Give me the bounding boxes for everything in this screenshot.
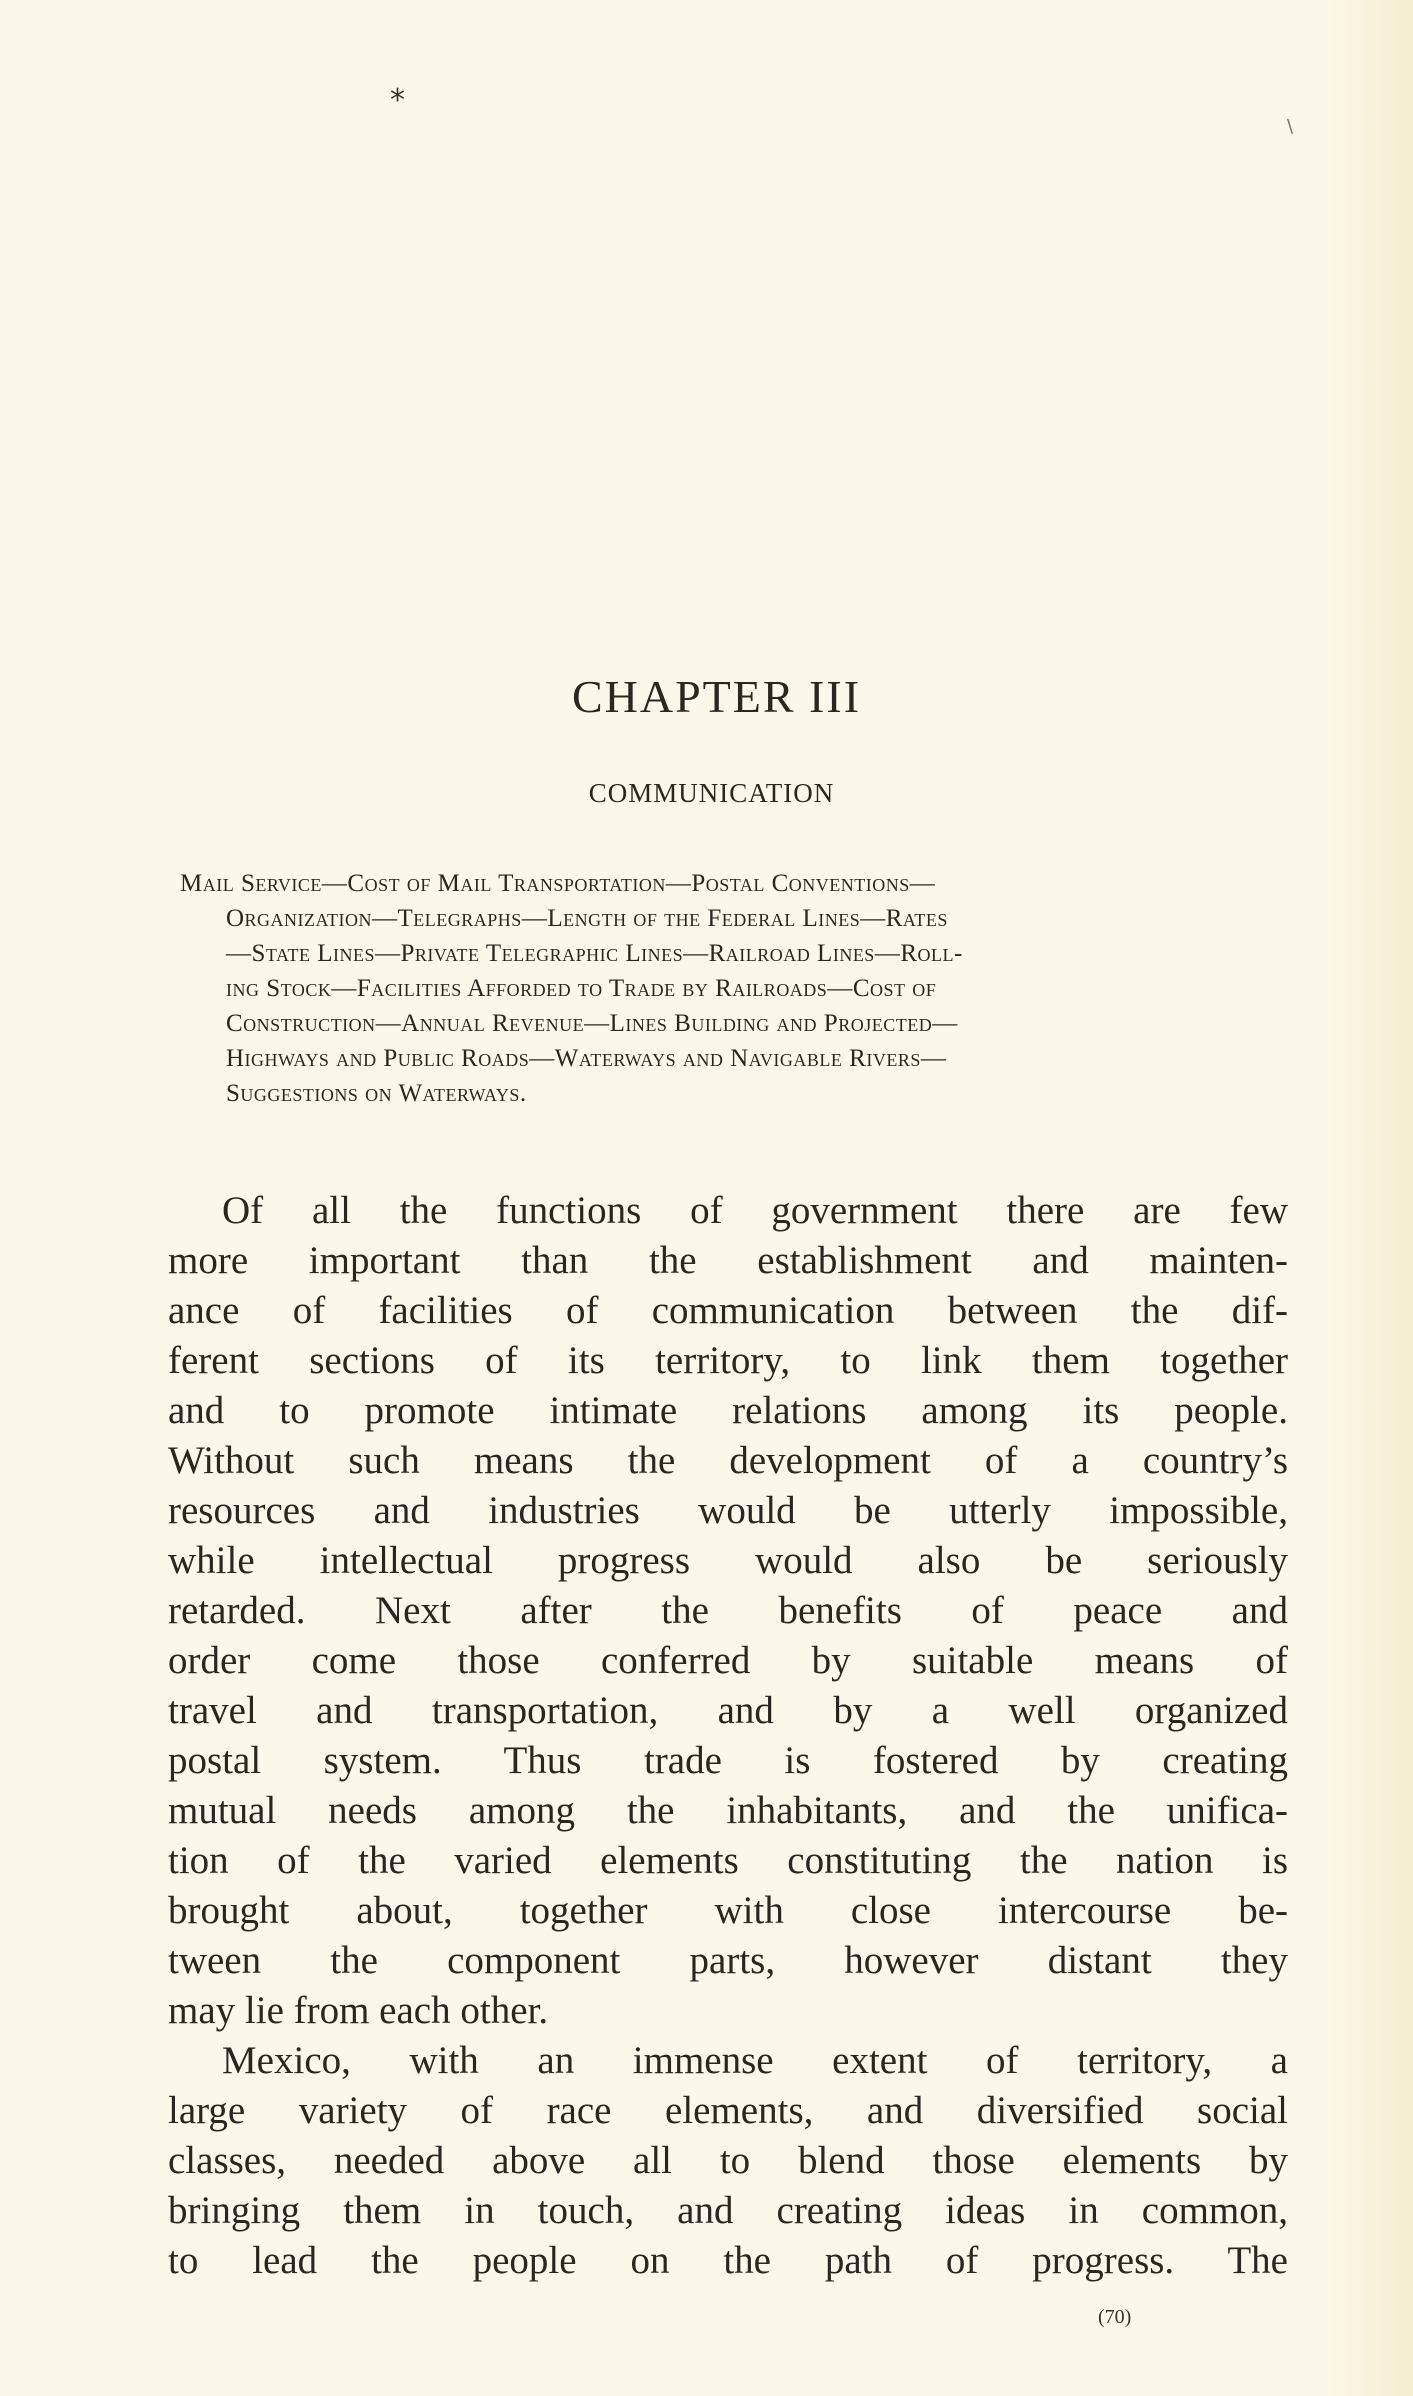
chapter-title: CHAPTER III: [571, 671, 862, 722]
text-line: Mexico, with an immense extent of territory, a: [222, 2039, 1288, 2082]
ink-tick-mark: \: [1287, 116, 1294, 137]
text-line: more important than the establishment and mainten-: [168, 1239, 1288, 1282]
text-line: ferent sections of its territory, to link them together: [168, 1339, 1288, 1382]
text-line: travel and transportation, and by a well organized: [168, 1689, 1288, 1732]
text-line: Of all the functions of government there are few: [222, 1189, 1288, 1232]
text-line: tween the component parts, however distant they: [168, 1939, 1288, 1982]
text-line: ance of facilities of communication between the dif-: [168, 1289, 1288, 1332]
text-line: classes, needed above all to blend those elements by: [168, 2139, 1288, 2182]
text-line: retarded. Next after the benefits of peace and: [168, 1589, 1288, 1632]
text-line: large variety of race elements, and diversified social: [168, 2089, 1288, 2132]
text-line: bringing them in touch, and creating ideas in common,: [168, 2189, 1288, 2232]
summary-line: Highways and Public Roads—Waterways and Navigable Rivers—: [226, 1045, 947, 1072]
text-line: Without such means the development of a country’s: [168, 1439, 1288, 1482]
text-line: postal system. Thus trade is fostered by creating: [168, 1739, 1288, 1782]
text-line: to lead the people on the path of progress. The: [168, 2239, 1288, 2282]
text-line: resources and industries would be utterly impossible,: [168, 1489, 1288, 1532]
text-line: brought about, together with close intercourse be-: [168, 1889, 1288, 1932]
text-line: while intellectual progress would also be seriously: [168, 1539, 1288, 1582]
text-line: tion of the varied elements constituting the nation is: [168, 1839, 1288, 1882]
summary-line: Organization—Telegraphs—Length of the Federal Lines—Rates: [226, 905, 948, 932]
page-edge-shading: [1323, 0, 1413, 2396]
summary-line: Construction—Annual Revenue—Lines Building and Projected—: [226, 1010, 958, 1037]
text-line: and to promote intimate relations among its people.: [168, 1389, 1288, 1432]
summary-line: Suggestions on Waterways.: [226, 1080, 527, 1107]
summary-line: —State Lines—Private Telegraphic Lines—Railroad Lines—Roll-: [226, 940, 963, 967]
summary-line: Mail Service—Cost of Mail Transportation—Postal Conventions—: [180, 870, 936, 897]
text-line: mutual needs among the inhabitants, and the unifica-: [168, 1789, 1288, 1832]
page-number: (70): [1098, 2306, 1132, 2328]
chapter-summary: [180, 866, 1290, 1111]
body-text: [168, 1186, 1288, 2286]
chapter-subtitle: COMMUNICATION: [588, 778, 835, 808]
text-line: may lie from each other.: [168, 1989, 549, 2032]
summary-line: ing Stock—Facilities Afforded to Trade by Railroads—Cost of: [226, 975, 937, 1002]
text-line: order come those conferred by suitable means of: [168, 1639, 1288, 1682]
ink-speck-mark: *: [390, 83, 405, 118]
